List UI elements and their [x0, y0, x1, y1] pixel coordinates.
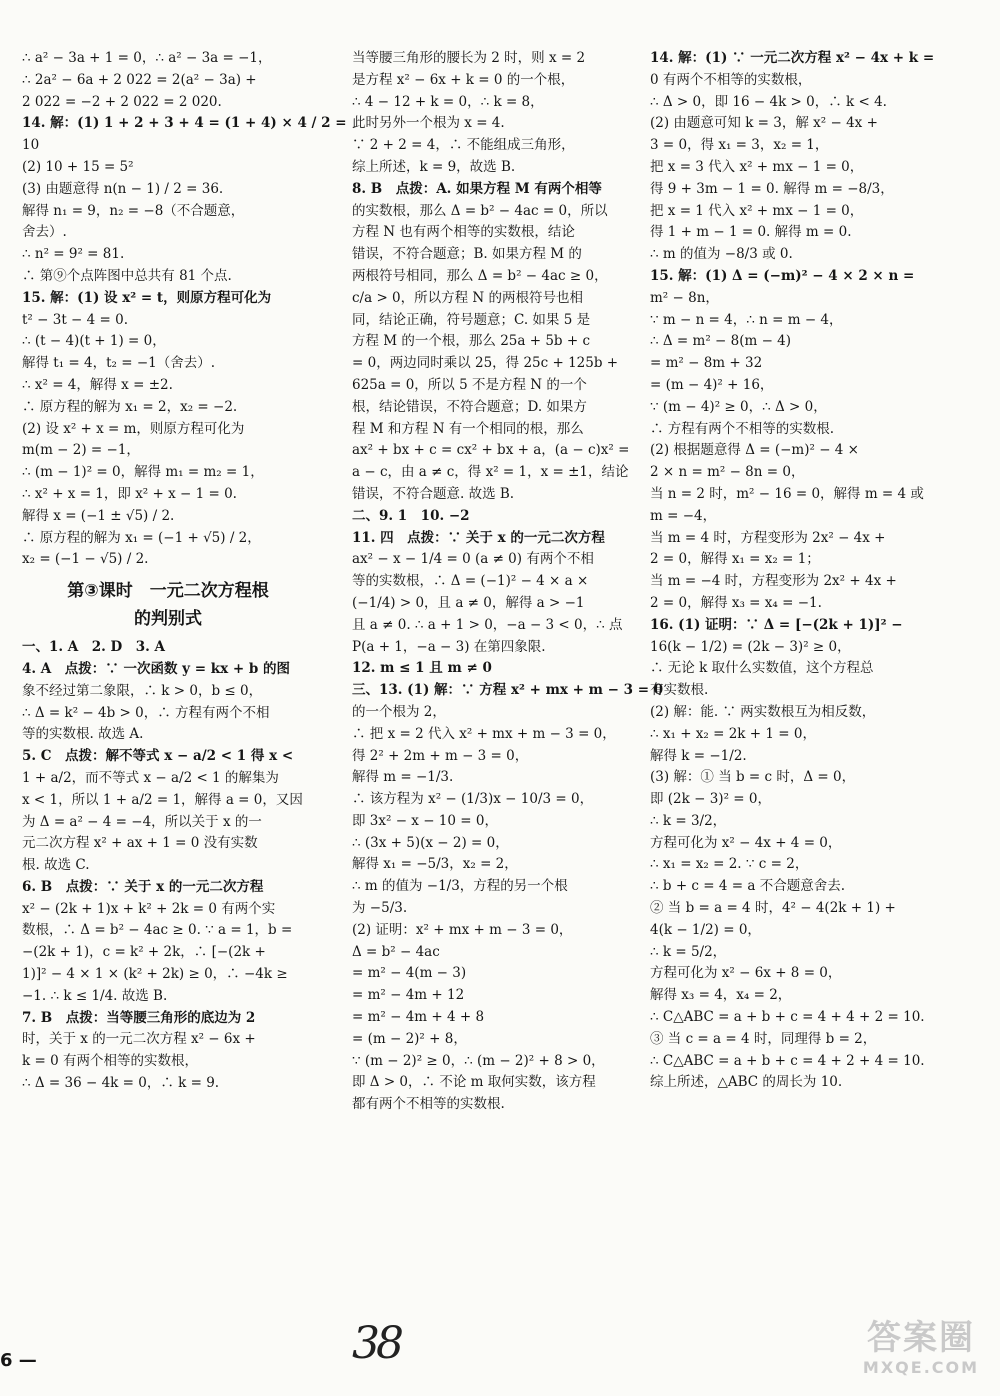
answer-line: 12. m ≤ 1 且 m ≠ 0	[352, 660, 492, 677]
answer-line: 即 3x² − x − 10 = 0，	[352, 812, 498, 829]
answer-line: ∴ x₁ = x₂ = 2. ∵ c = 2，	[650, 856, 809, 873]
answer-line: ∴ k = 3/2，	[650, 812, 727, 829]
answer-line: ∴ k = 5/2，	[650, 943, 727, 960]
answer-line: 两根符号相同，那么 Δ = b² − 4ac ≥ 0，	[352, 267, 608, 284]
answer-line: 综上所述，△ABC 的周长为 10.	[650, 1074, 843, 1091]
page-number: 6 —	[0, 1350, 37, 1371]
answer-line: (3) 由题意得 n(n − 1) / 2 = 36.	[22, 180, 224, 197]
answer-line: 三、13. (1) 解：∵ 方程 x² + mx + m − 3 = 0	[352, 682, 664, 699]
answer-line: m = −4，	[650, 507, 717, 524]
answer-line: 1 + a/2，而不等式 x − a/2 < 1 的解集为	[22, 769, 279, 786]
answer-line: ③ 当 c = a = 4 时，同理得 b = 2，	[650, 1030, 877, 1047]
answer-line: c/a > 0，所以方程 N 的两根符号也相	[352, 289, 584, 306]
answer-line: 2 = 0，解得 x₃ = x₄ = −1.	[650, 594, 822, 611]
answer-line: 错误，不符合题意. 故选 B.	[352, 485, 515, 502]
answer-line: = m² − 8m + 32	[650, 355, 763, 372]
answer-line: 2 = 0，解得 x₁ = x₂ = 1；	[650, 551, 820, 568]
answer-line: ∴ 无论 k 取什么实数值，这个方程总	[650, 660, 874, 677]
answer-line: 把 x = 1 代入 x² + mx − 1 = 0，	[650, 202, 864, 219]
answer-line: ∴ 第⑨个点阵图中总共有 81 个点.	[22, 267, 232, 284]
answer-line: 二、9. 1 10. −2	[352, 507, 470, 524]
answer-line: 根. 故选 C.	[22, 857, 90, 874]
answer-line: 解得 m = −1/3.	[352, 769, 454, 786]
answer-line: ∴ 4 − 12 + k = 0，∴ k = 8，	[352, 93, 544, 110]
answer-line: ∴ Δ > 0，即 16 − 4k > 0，∴ k < 4.	[650, 93, 887, 110]
answer-line: 16(k − 1/2) = (2k − 3)² ≥ 0，	[650, 638, 851, 655]
answer-line: (2) 10 + 15 = 5²	[22, 158, 134, 175]
answer-line: 把 x = 3 代入 x² + mx − 1 = 0，	[650, 158, 864, 175]
watermark-logo	[856, 1318, 986, 1390]
answer-line: 方程 M 的一个根，那么 25a + 5b + c	[352, 333, 591, 350]
answer-line: ∴ C△ABC = a + b + c = 4 + 4 + 2 = 10.	[650, 1009, 925, 1026]
answer-line: 等的实数根，∴ Δ = (−1)² − 4 × a ×	[352, 573, 589, 590]
answer-line: 同，结论正确，符号题意；C. 如果 5 是	[352, 311, 591, 328]
answer-line: 625a = 0，所以 5 不是方程 N 的一个	[352, 376, 587, 393]
answer-line: a − c，由 a ≠ c，得 x² = 1，x = ±1，结论	[352, 464, 629, 481]
answer-line: 4(k − 1/2) = 0，	[650, 921, 761, 938]
answer-line: (2) 设 x² + x = m，则原方程可化为	[22, 420, 245, 437]
answer-line: Δ = b² − 4ac	[352, 943, 440, 960]
answer-line: 得 2² + 2m + m − 3 = 0，	[352, 747, 529, 764]
section-title-line1: 第③课时 一元二次方程根	[67, 581, 269, 602]
answer-line: = m² − 4m + 4 + 8	[352, 1009, 485, 1026]
answer-line: 象不经过第二象限，∴ k > 0，b ≤ 0，	[22, 682, 263, 699]
answer-line: ∴ 把 x = 2 代入 x² + mx + m − 3 = 0，	[352, 725, 616, 742]
answer-line: ∵ (m − 4)² ≥ 0，∴ Δ > 0，	[650, 398, 827, 415]
handwritten-note: 38	[352, 1318, 400, 1369]
answer-line: ∴ x₁ + x₂ = 2k + 1 = 0，	[650, 725, 816, 742]
answer-line: 2 022 = −2 + 2 022 = 2 020.	[22, 93, 222, 110]
answer-line: 此时另外一个根为 x = 4.	[352, 115, 505, 132]
answer-line: 7. B 点拨：当等腰三角形的底边为 2	[22, 1009, 256, 1026]
answer-line: m² − 8n，	[650, 289, 719, 306]
column-left-bottom-lines	[22, 637, 314, 1095]
answer-line: ax² + bx + c = cx² + bx + a，(a − c)x² =	[352, 442, 630, 459]
answer-line: −1. ∴ k ≤ 1/4. 故选 B.	[22, 987, 168, 1004]
answer-line: ∴ Δ = m² − 8(m − 4)	[650, 333, 792, 350]
answer-line: = (m − 2)² + 8，	[352, 1030, 467, 1047]
answer-line: ∴ b + c = 4 = a 不合题意舍去.	[650, 878, 845, 895]
answer-line: 数根，∴ Δ = b² − 4ac ≥ 0. ∵ a = 1，b =	[22, 922, 293, 939]
answer-line: ∵ 2 + 2 = 4，∴ 不能组成三角形，	[352, 137, 575, 154]
answer-line: 错误，不符合题意；B. 如果方程 M 的	[352, 246, 582, 263]
answer-line: 方程 N 也有两个相等的实数根，结论	[352, 224, 575, 241]
answer-line: 时，关于 x 的一元二次方程 x² − 6x +	[22, 1031, 256, 1048]
answer-line: ∴ x² + x = 1，即 x² + x − 1 = 0.	[22, 485, 237, 502]
answer-line: 元二次方程 x² + ax + 1 = 0 没有实数	[22, 835, 258, 852]
answer-line: 1)]² − 4 × 1 × (k² + 2k) ≥ 0，∴ −4k ≥	[22, 966, 288, 983]
answer-line: 得 9 + 3m − 1 = 0. 解得 m = −8/3，	[650, 180, 894, 197]
answer-line: 15. 解：(1) 设 x² = t，则原方程可化为	[22, 289, 272, 306]
answer-line: = m² − 4(m − 3)	[352, 965, 467, 982]
answer-line: ∴ a² − 3a + 1 = 0，∴ a² − 3a = −1，	[22, 50, 272, 66]
column-middle	[352, 48, 664, 1116]
answer-line: ∴ Δ = 36 − 4k = 0，∴ k = 9.	[22, 1075, 220, 1092]
answer-line: 解得 x = (−1 ± √5) / 2.	[22, 507, 175, 524]
answer-line: 舍去）.	[22, 224, 67, 241]
answer-line: 综上所述，k = 9，故选 B.	[352, 158, 516, 175]
answer-line: 即 (2k − 3)² = 0，	[650, 791, 771, 808]
answer-line: ∴ (m − 1)² = 0，解得 m₁ = m₂ = 1，	[22, 464, 264, 481]
answer-line: 为 −5/3.	[352, 900, 408, 917]
answer-line: (−1/4) > 0，且 a ≠ 0，解得 a > −1	[352, 594, 585, 611]
answer-line: ∴ 原方程的解为 x₁ = (−1 + √5) / 2，	[22, 529, 261, 546]
answer-line: ∴ m 的值为 −8/3 或 0.	[650, 246, 793, 263]
answer-line: 即 Δ > 0，∴ 不论 m 取何实数，该方程	[352, 1074, 596, 1091]
column-right	[650, 48, 935, 1094]
answer-line: k = 0 有两个相等的实数根，	[22, 1053, 198, 1070]
answer-line: ∴ (3x + 5)(x − 2) = 0，	[352, 834, 509, 851]
answer-line: 程 M 和方程 N 有一个相同的根，那么	[352, 420, 584, 437]
answer-line: 一、1. A 2. D 3. A	[22, 639, 166, 656]
answer-line: 方程可化为 x² − 6x + 8 = 0，	[650, 965, 842, 982]
answer-line: 14. 解：(1) ∵ 一元二次方程 x² − 4x + k =	[650, 50, 935, 66]
answer-line: ∵ (m − 2)² ≥ 0，∴ (m − 2)² + 8 > 0，	[352, 1052, 605, 1069]
watermark-url: MXQE.COM	[862, 1358, 980, 1377]
answer-line: 3 = 0，得 x₁ = 3，x₂ = 1，	[650, 137, 829, 154]
answer-line: (2) 根据题意得 Δ = (−m)² − 4 ×	[650, 442, 859, 459]
section-title	[22, 577, 314, 633]
answer-line: x₂ = (−1 − √5) / 2.	[22, 551, 149, 568]
answer-line: ∴ (t − 4)(t + 1) = 0，	[22, 333, 166, 350]
answer-line: ∴ 该方程为 x² − (1/3)x − 10/3 = 0，	[352, 791, 594, 808]
answer-line: ∴ n² = 9² = 81.	[22, 246, 125, 263]
answer-line: m(m − 2) = −1，	[22, 442, 140, 459]
answer-line: ② 当 b = a = 4 时，4² − 4(2k + 1) +	[650, 900, 896, 917]
answer-line: (3) 解：① 当 b = c 时，Δ = 0，	[650, 769, 856, 786]
answer-line: ∴ x² = 4，解得 x = ±2.	[22, 376, 173, 393]
section-title-line2: 的判别式	[134, 609, 202, 630]
answer-line: 8. B 点拨：A. 如果方程 M 有两个相等	[352, 180, 602, 197]
answer-line: ∴ m 的值为 −1/3，方程的另一个根	[352, 878, 568, 895]
answer-line: 为 Δ = a² − 4 = −4，所以关于 x 的一	[22, 813, 262, 830]
answer-line: = m² − 4m + 12	[352, 987, 465, 1004]
answer-line: ∴ C△ABC = a + b + c = 4 + 2 + 4 = 10.	[650, 1052, 925, 1069]
answer-line: 5. C 点拨：解不等式 x − a/2 < 1 得 x <	[22, 748, 294, 765]
answer-line: 当 n = 2 时，m² − 16 = 0，解得 m = 4 或	[650, 485, 924, 502]
answer-line: 解得 x₁ = −5/3，x₂ = 2，	[352, 856, 518, 873]
answer-line: (2) 由题意可知 k = 3，解 x² − 4x +	[650, 115, 878, 132]
answer-line: 根，结论错误，不符合题意；D. 如果方	[352, 398, 587, 415]
answer-line: = 0，两边同时乘以 25，得 25c + 125b +	[352, 355, 619, 372]
answer-line: ∴ 方程有两个不相等的实数根.	[650, 420, 835, 437]
answer-line: = (m − 4)² + 16，	[650, 376, 774, 393]
answer-line: 16. (1) 证明：∵ Δ = [−(2k + 1)]² −	[650, 616, 903, 633]
column-left-top-lines	[22, 48, 347, 571]
watermark-text: 答案圈	[867, 1318, 975, 1358]
answer-line: 当 m = −4 时，方程变形为 2x² + 4x +	[650, 573, 897, 590]
answer-line: ∴ 2a² − 6a + 2 022 = 2(a² − 3a) +	[22, 71, 257, 88]
answer-line: 4. A 点拨：∵ 一次函数 y = kx + b 的图	[22, 660, 290, 677]
answer-line: 等的实数根. 故选 A.	[22, 726, 144, 743]
answer-line: 是方程 x² − 6x + k = 0 的一个根，	[352, 71, 575, 88]
answer-line: 的实数根，那么 Δ = b² − 4ac = 0，所以	[352, 202, 608, 219]
answer-line: 0 有两个不相等的实数根，	[650, 71, 812, 88]
answer-line: 解得 k = −1/2.	[650, 747, 747, 764]
answer-line: 的一个根为 2，	[352, 703, 446, 720]
answer-line: 解得 t₁ = 4，t₂ = −1（舍去）.	[22, 355, 216, 372]
answer-line: 都有两个不相等的实数根.	[352, 1096, 505, 1113]
answer-line: ∵ m − n = 4，∴ n = m − 4，	[650, 311, 843, 328]
answer-line: 有实数根.	[650, 682, 709, 699]
answer-line: 解得 x₃ = 4，x₄ = 2，	[650, 987, 792, 1004]
answer-line: −(2k + 1)，c = k² + 2k，∴ [−(2k +	[22, 944, 266, 961]
answer-line: (2) 解：能. ∵ 两实数根互为相反数，	[650, 703, 876, 720]
answer-line: 15. 解：(1) Δ = (−m)² − 4 × 2 × n =	[650, 267, 915, 284]
answer-line: 方程可化为 x² − 4x + 4 = 0，	[650, 834, 842, 851]
answer-line: 当 m = 4 时，方程变形为 2x² − 4x +	[650, 529, 886, 546]
answer-line: x² − (2k + 1)x + k² + 2k = 0 有两个实	[22, 900, 276, 917]
answer-line: 14. 解：(1) 1 + 2 + 3 + 4 = (1 + 4) × 4 / 2 =	[22, 115, 347, 132]
column-left	[22, 48, 347, 1095]
answer-line: ∴ Δ = k² − 4b > 0，∴ 方程有两个不相	[22, 704, 270, 721]
answer-line: 2 × n = m² − 8n = 0，	[650, 464, 805, 481]
answer-line: ax² − x − 1/4 = 0 (a ≠ 0) 有两个不相	[352, 551, 594, 568]
answer-line: (2) 证明：x² + mx + m − 3 = 0，	[352, 921, 573, 938]
answer-line: 解得 n₁ = 9，n₂ = −8（不合题意，	[22, 202, 245, 219]
answer-line: 6. B 点拨：∵ 关于 x 的一元二次方程	[22, 878, 264, 895]
answer-line: 10	[22, 137, 40, 154]
answer-line: t² − 3t − 4 = 0.	[22, 311, 129, 328]
answer-line: x < 1，所以 1 + a/2 = 1，解得 a = 0，又因	[22, 791, 303, 808]
answer-line: 当等腰三角形的腰长为 2 时，则 x = 2	[352, 50, 586, 66]
answer-line: 得 1 + m − 1 = 0. 解得 m = 0.	[650, 224, 852, 241]
answer-line: 11. 四 点拨：∵ 关于 x 的一元二次方程	[352, 529, 605, 546]
answer-line: P(a + 1，−a − 3) 在第四象限.	[352, 638, 546, 655]
answer-line: ∴ 原方程的解为 x₁ = 2，x₂ = −2.	[22, 398, 238, 415]
answer-line: 且 a ≠ 0. ∴ a + 1 > 0，−a − 3 < 0，∴ 点	[352, 616, 623, 633]
